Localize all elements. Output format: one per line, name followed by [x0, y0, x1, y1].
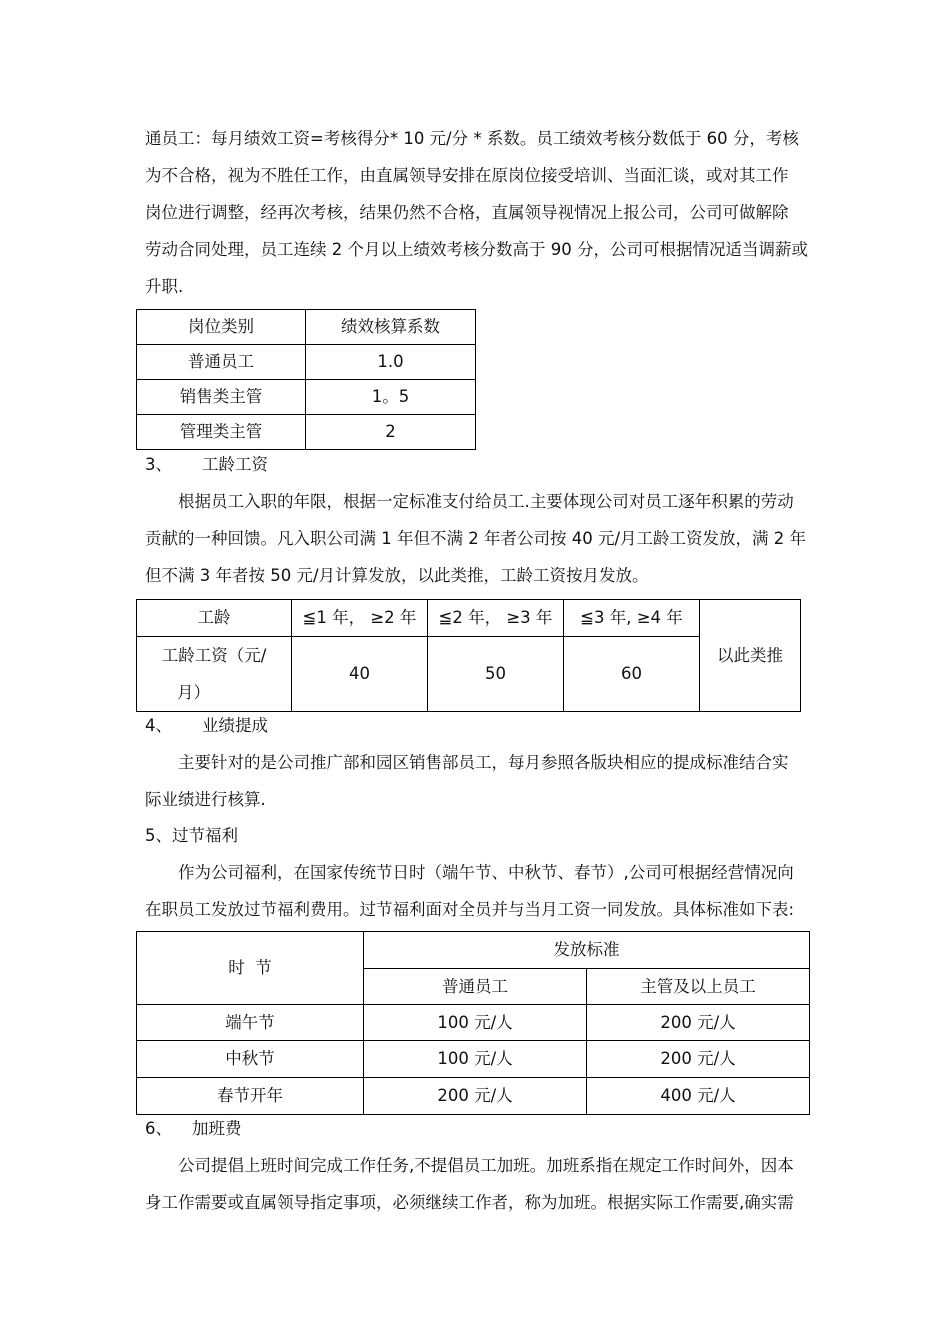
paragraph-line: 通员工：每月绩效工资=考核得分* 10 元/分 * 系数。员工绩效考核分数低于 60 分，考核 — [145, 129, 799, 148]
table-row — [137, 380, 476, 415]
paragraph-line: 贡献的一种回馈。凡入职公司满 1 年但不满 2 年者公司按 40 元/月工龄工资发放，满 2 年 — [145, 529, 807, 548]
paragraph-line: 为不合格，视为不胜任工作，由直属领导安排在原岗位接受培训、当面汇谈，或对其工作 — [145, 166, 789, 185]
table-cell: 春节开年 — [137, 1078, 364, 1115]
paragraph-line: 作为公司福利，在国家传统节日时（端午节、中秋节、春节）,公司可根据经营情况向 — [178, 863, 794, 882]
section-heading — [145, 1118, 242, 1140]
section-number: 4、 — [145, 716, 172, 735]
table-cell: ≦2 年， ≥3 年 — [428, 600, 564, 637]
paragraph-line: 际业绩进行核算. — [145, 790, 266, 809]
table-cell: 以此类推 — [700, 600, 801, 712]
seniority-table — [136, 599, 801, 712]
section-heading — [145, 454, 268, 476]
section-heading — [145, 715, 268, 737]
section-title: 加班费 — [192, 1119, 242, 1138]
paragraph-line: 劳动合同处理，员工连续 2 个月以上绩效考核分数高于 90 分，公司可根据情况适当调薪或 — [145, 240, 808, 259]
table-cell: 管理类主管 — [137, 415, 306, 450]
table-header: 发放标准 — [364, 932, 810, 969]
coefficient-table — [136, 309, 476, 450]
table-cell: 200 元/人 — [587, 1041, 810, 1078]
paragraph-line: 身工作需要或直属领导指定事项，必须继续工作者，称为加班。根据实际工作需要,确实需 — [145, 1193, 794, 1212]
table-cell: 100 元/人 — [364, 1005, 587, 1041]
table-header: 绩效核算系数 — [306, 310, 476, 345]
paragraph-line: 但不满 3 年者按 50 元/月计算发放，以此类推，工龄工资按月发放。 — [145, 566, 649, 585]
paragraph-line: 升职. — [145, 277, 184, 296]
holiday-table — [136, 931, 810, 1115]
table-cell: 200 元/人 — [364, 1078, 587, 1115]
section-number: 6、 — [145, 1119, 172, 1138]
section-heading: 5、过节福利 — [145, 826, 238, 845]
table-row — [137, 1041, 810, 1078]
section-title: 业绩提成 — [202, 716, 268, 735]
table-cell: 端午节 — [137, 1005, 364, 1041]
table-row — [137, 1078, 810, 1115]
cell-text: 月） — [177, 683, 210, 702]
cell-text: 工龄工资（元/ — [161, 646, 267, 665]
table-header: 普通员工 — [364, 969, 587, 1005]
table-cell: 100 元/人 — [364, 1041, 587, 1078]
table-row — [137, 345, 476, 380]
table-cell: 销售类主管 — [137, 380, 306, 415]
table-cell — [137, 637, 292, 712]
table-cell: 40 — [292, 637, 428, 712]
table-cell: 400 元/人 — [587, 1078, 810, 1115]
paragraph-line: 公司提倡上班时间完成工作任务,不提倡员工加班。加班系指在规定工作时间外，因本 — [178, 1156, 794, 1175]
table-cell: 1.0 — [306, 345, 476, 380]
table-cell: 200 元/人 — [587, 1005, 810, 1041]
table-cell: 50 — [428, 637, 564, 712]
table-cell: ≦3 年, ≥4 年 — [564, 600, 700, 637]
paragraph-line: 在职员工发放过节福利费用。过节福利面对全员并与当月工资一同发放。具体标准如下表: — [145, 900, 795, 919]
section-number: 3、 — [145, 455, 172, 474]
table-cell: 工龄 — [137, 600, 292, 637]
paragraph-line: 主要针对的是公司推广部和园区销售部员工，每月参照各版块相应的提成标准结合实 — [178, 753, 789, 772]
table-header: 主管及以上员工 — [587, 969, 810, 1005]
table-cell: 普通员工 — [137, 345, 306, 380]
table-row — [137, 1005, 810, 1041]
table-cell: 1。5 — [306, 380, 476, 415]
section-title: 工龄工资 — [202, 455, 268, 474]
paragraph-line: 岗位进行调整，经再次考核，结果仍然不合格，直属领导视情况上报公司，公司可做解除 — [145, 203, 789, 222]
table-cell: 中秋节 — [137, 1041, 364, 1078]
table-header: 时 节 — [137, 932, 364, 1005]
table-header: 岗位类别 — [137, 310, 306, 345]
paragraph-line: 根据员工入职的年限，根据一定标准支付给员工.主要体现公司对员工逐年积累的劳动 — [178, 492, 794, 511]
table-cell: 2 — [306, 415, 476, 450]
table-cell: ≦1 年， ≥2 年 — [292, 600, 428, 637]
table-cell: 60 — [564, 637, 700, 712]
table-row — [137, 415, 476, 450]
